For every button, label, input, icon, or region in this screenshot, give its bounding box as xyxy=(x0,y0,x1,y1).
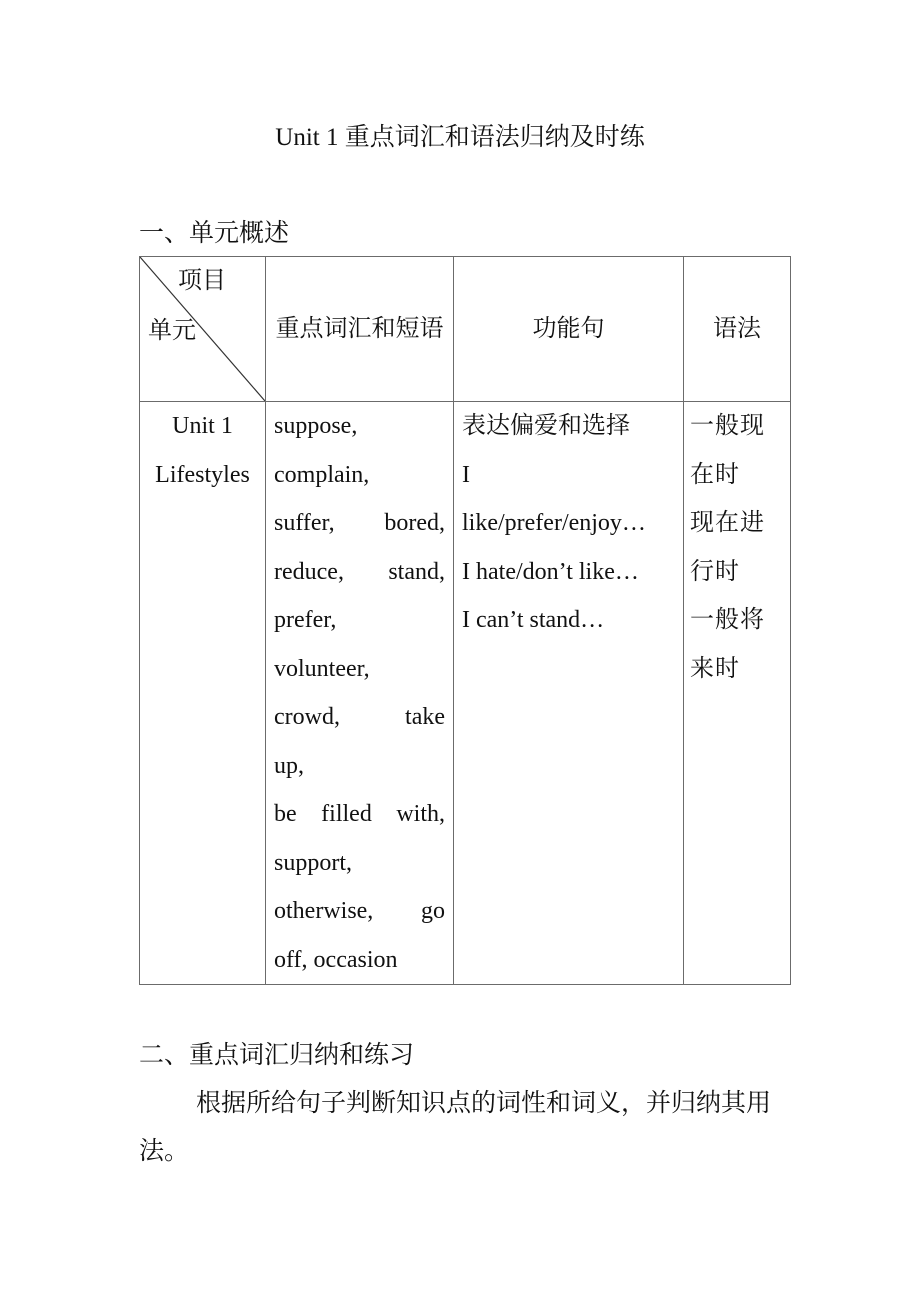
grammar-line: 一般现 xyxy=(690,413,765,439)
header-grammar: 语法 xyxy=(684,257,791,402)
grammar-line: 在时 xyxy=(690,461,740,488)
function-line: 表达偏爱和选择 xyxy=(462,413,630,439)
table-row xyxy=(140,402,791,985)
function-line: like/prefer/enjoy… xyxy=(462,510,646,536)
grammar-line: 现在进 xyxy=(690,510,765,536)
grammar-line: 一般将 xyxy=(690,607,765,633)
vocab-line: volunteer, xyxy=(274,655,370,682)
function-line: I xyxy=(462,461,470,488)
section-heading-overview: 一、单元概述 xyxy=(139,220,290,247)
vocab-line: be filled with, xyxy=(274,801,445,827)
vocab-line: otherwise, go xyxy=(274,898,445,924)
unit-cell xyxy=(140,402,266,985)
table-header-row xyxy=(140,257,791,402)
header-function-sentences: 功能句 xyxy=(454,257,684,402)
vocab-line: suffer, bored, xyxy=(274,510,445,536)
function-line: I hate/don’t like… xyxy=(462,558,639,585)
vocab-line: complain, xyxy=(274,461,370,488)
unit-name: Lifestyles xyxy=(155,461,250,488)
grammar-cell xyxy=(684,402,791,985)
vocab-line: crowd, take xyxy=(274,704,445,730)
unit-overview-table xyxy=(139,256,791,985)
header-label-item: 项目 xyxy=(178,268,226,294)
diagonal-header-cell xyxy=(140,257,266,402)
vocab-line: off, occasion xyxy=(274,946,398,973)
vocabulary-cell xyxy=(266,402,454,985)
vocab-line: support, xyxy=(274,849,352,876)
unit-number: Unit 1 xyxy=(172,413,233,439)
page-title: Unit 1 重点词汇和语法归纳及时练 xyxy=(275,124,645,151)
header-label-unit: 单元 xyxy=(148,318,196,344)
function-line: I can’t stand… xyxy=(462,607,605,633)
grammar-line: 来时 xyxy=(690,655,740,682)
instruction-paragraph: 根据所给句子判断知识点的词性和词义，并归纳其用法。 xyxy=(139,1090,772,1165)
vocab-line: up, xyxy=(274,752,304,779)
function-sentences-cell xyxy=(454,402,684,985)
vocab-line: prefer, xyxy=(274,607,337,633)
vocab-line: reduce, stand, xyxy=(274,558,445,585)
section-heading-vocabulary-practice: 二、重点词汇归纳和练习 xyxy=(139,1042,415,1069)
header-vocabulary: 重点词汇和短语 xyxy=(266,257,454,402)
vocab-line: suppose, xyxy=(274,413,358,439)
grammar-line: 行时 xyxy=(690,558,740,585)
